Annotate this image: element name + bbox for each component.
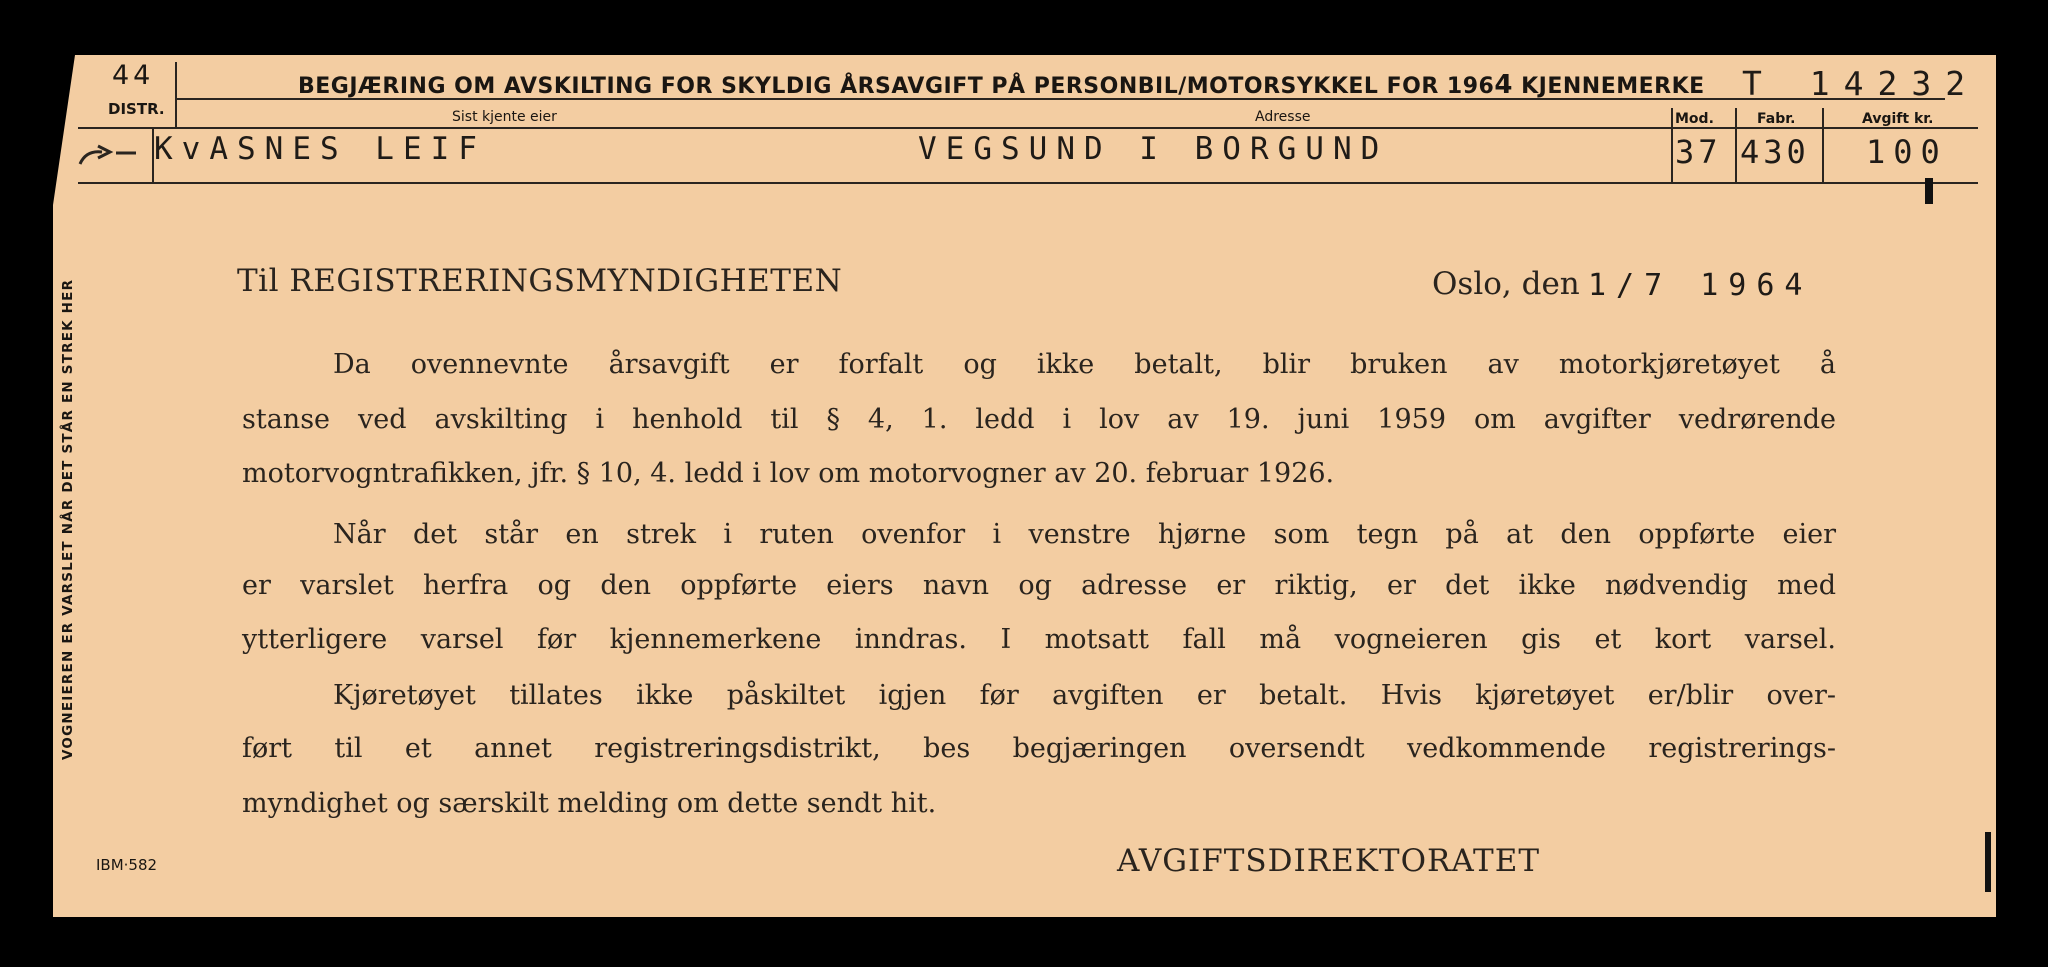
owner-value: KvASNES LEIF bbox=[154, 131, 486, 167]
mod-value: 37 bbox=[1675, 133, 1722, 171]
form-title-text: BEGJÆRING OM AVSKILTING FOR SKYLDIG ÅRSAVGIFT PÅ PERSONBIL/MOTORSYKKEL FOR 196 bbox=[298, 74, 1495, 99]
fee-label: Avgift kr. bbox=[1862, 111, 1934, 127]
mod-label: Mod. bbox=[1675, 111, 1714, 127]
date-value: 1/7 1964 bbox=[1588, 268, 1813, 303]
body-line-5: er varslet herfra og den oppførte eiers navn og adresse er riktig, er det ikke nødvendig med bbox=[242, 570, 1836, 601]
body-line-2: stanse ved avskilting i henhold til § 4, 1. ledd i lov av 19. juni 1959 om avgifter vedrørende bbox=[242, 404, 1836, 435]
body-line-8: ført til et annet registreringsdistrikt, bes begjæringen oversendt vedkommende registrerings- bbox=[242, 733, 1836, 764]
form-title bbox=[298, 70, 1705, 100]
punch-mark-top bbox=[1925, 178, 1933, 204]
fee-divider bbox=[1822, 108, 1824, 183]
fee-value: 100 bbox=[1866, 133, 1948, 171]
arrow-mark-icon bbox=[76, 138, 156, 172]
body-line-9: myndighet og særskilt melding om dette sendt hit. bbox=[242, 788, 937, 819]
card-clipped-corner bbox=[53, 55, 75, 205]
body-line-6: ytterligere varsel før kjennemerkene inndras. I motsatt fall må vogneieren gis et kort varsel. bbox=[242, 624, 1836, 655]
address-label: Adresse bbox=[1255, 109, 1311, 125]
signature: AVGIFTSDIREKTORATET bbox=[1117, 843, 1540, 879]
owner-label: Sist kjente eier bbox=[452, 109, 557, 125]
side-note: VOGNEIEREN ER VARSLET NÅR DET STÅR EN STREK HER bbox=[60, 278, 76, 760]
address-value: VEGSUND I BORGUND bbox=[918, 131, 1389, 167]
form-code: IBM·582 bbox=[96, 856, 158, 874]
body-line-3: motorvogntrafikken, jfr. § 10, 4. ledd i lov om motorvogner av 20. februar 1926. bbox=[242, 458, 1335, 489]
fabr-divider bbox=[1735, 108, 1737, 183]
kjennemerke-label: KJENNEMERKE bbox=[1521, 74, 1705, 99]
fabr-value: 430 bbox=[1740, 133, 1810, 171]
year-digit: 4 bbox=[1494, 70, 1513, 100]
body-line-1: Da ovennevnte årsavgift er forfalt og ikke betalt, blir bruken av motorkjøretøyet å bbox=[333, 349, 1836, 380]
recipient: Til REGISTRERINGSMYNDIGHETEN bbox=[237, 263, 843, 299]
fabr-label: Fabr. bbox=[1757, 111, 1796, 127]
distr-label: DISTR. bbox=[108, 100, 165, 118]
fields-bottom-rule bbox=[78, 182, 1978, 184]
punch-mark-bottom bbox=[1985, 832, 1991, 892]
place-date-label: Oslo, den bbox=[1432, 266, 1580, 302]
fields-top-rule bbox=[78, 127, 1978, 129]
body-line-7: Kjøretøyet tillates ikke påskiltet igjen før avgiften er betalt. Hvis kjøretøyet er/blir over- bbox=[333, 680, 1836, 711]
distr-number: 44 bbox=[112, 60, 155, 91]
kjennemerke-value: T 14232 bbox=[1742, 64, 1980, 103]
distr-box-divider bbox=[175, 62, 177, 128]
body-line-4: Når det står en strek i ruten ovenfor i venstre hjørne som tegn på at den oppførte eier bbox=[333, 519, 1836, 550]
mod-divider bbox=[1671, 108, 1673, 183]
